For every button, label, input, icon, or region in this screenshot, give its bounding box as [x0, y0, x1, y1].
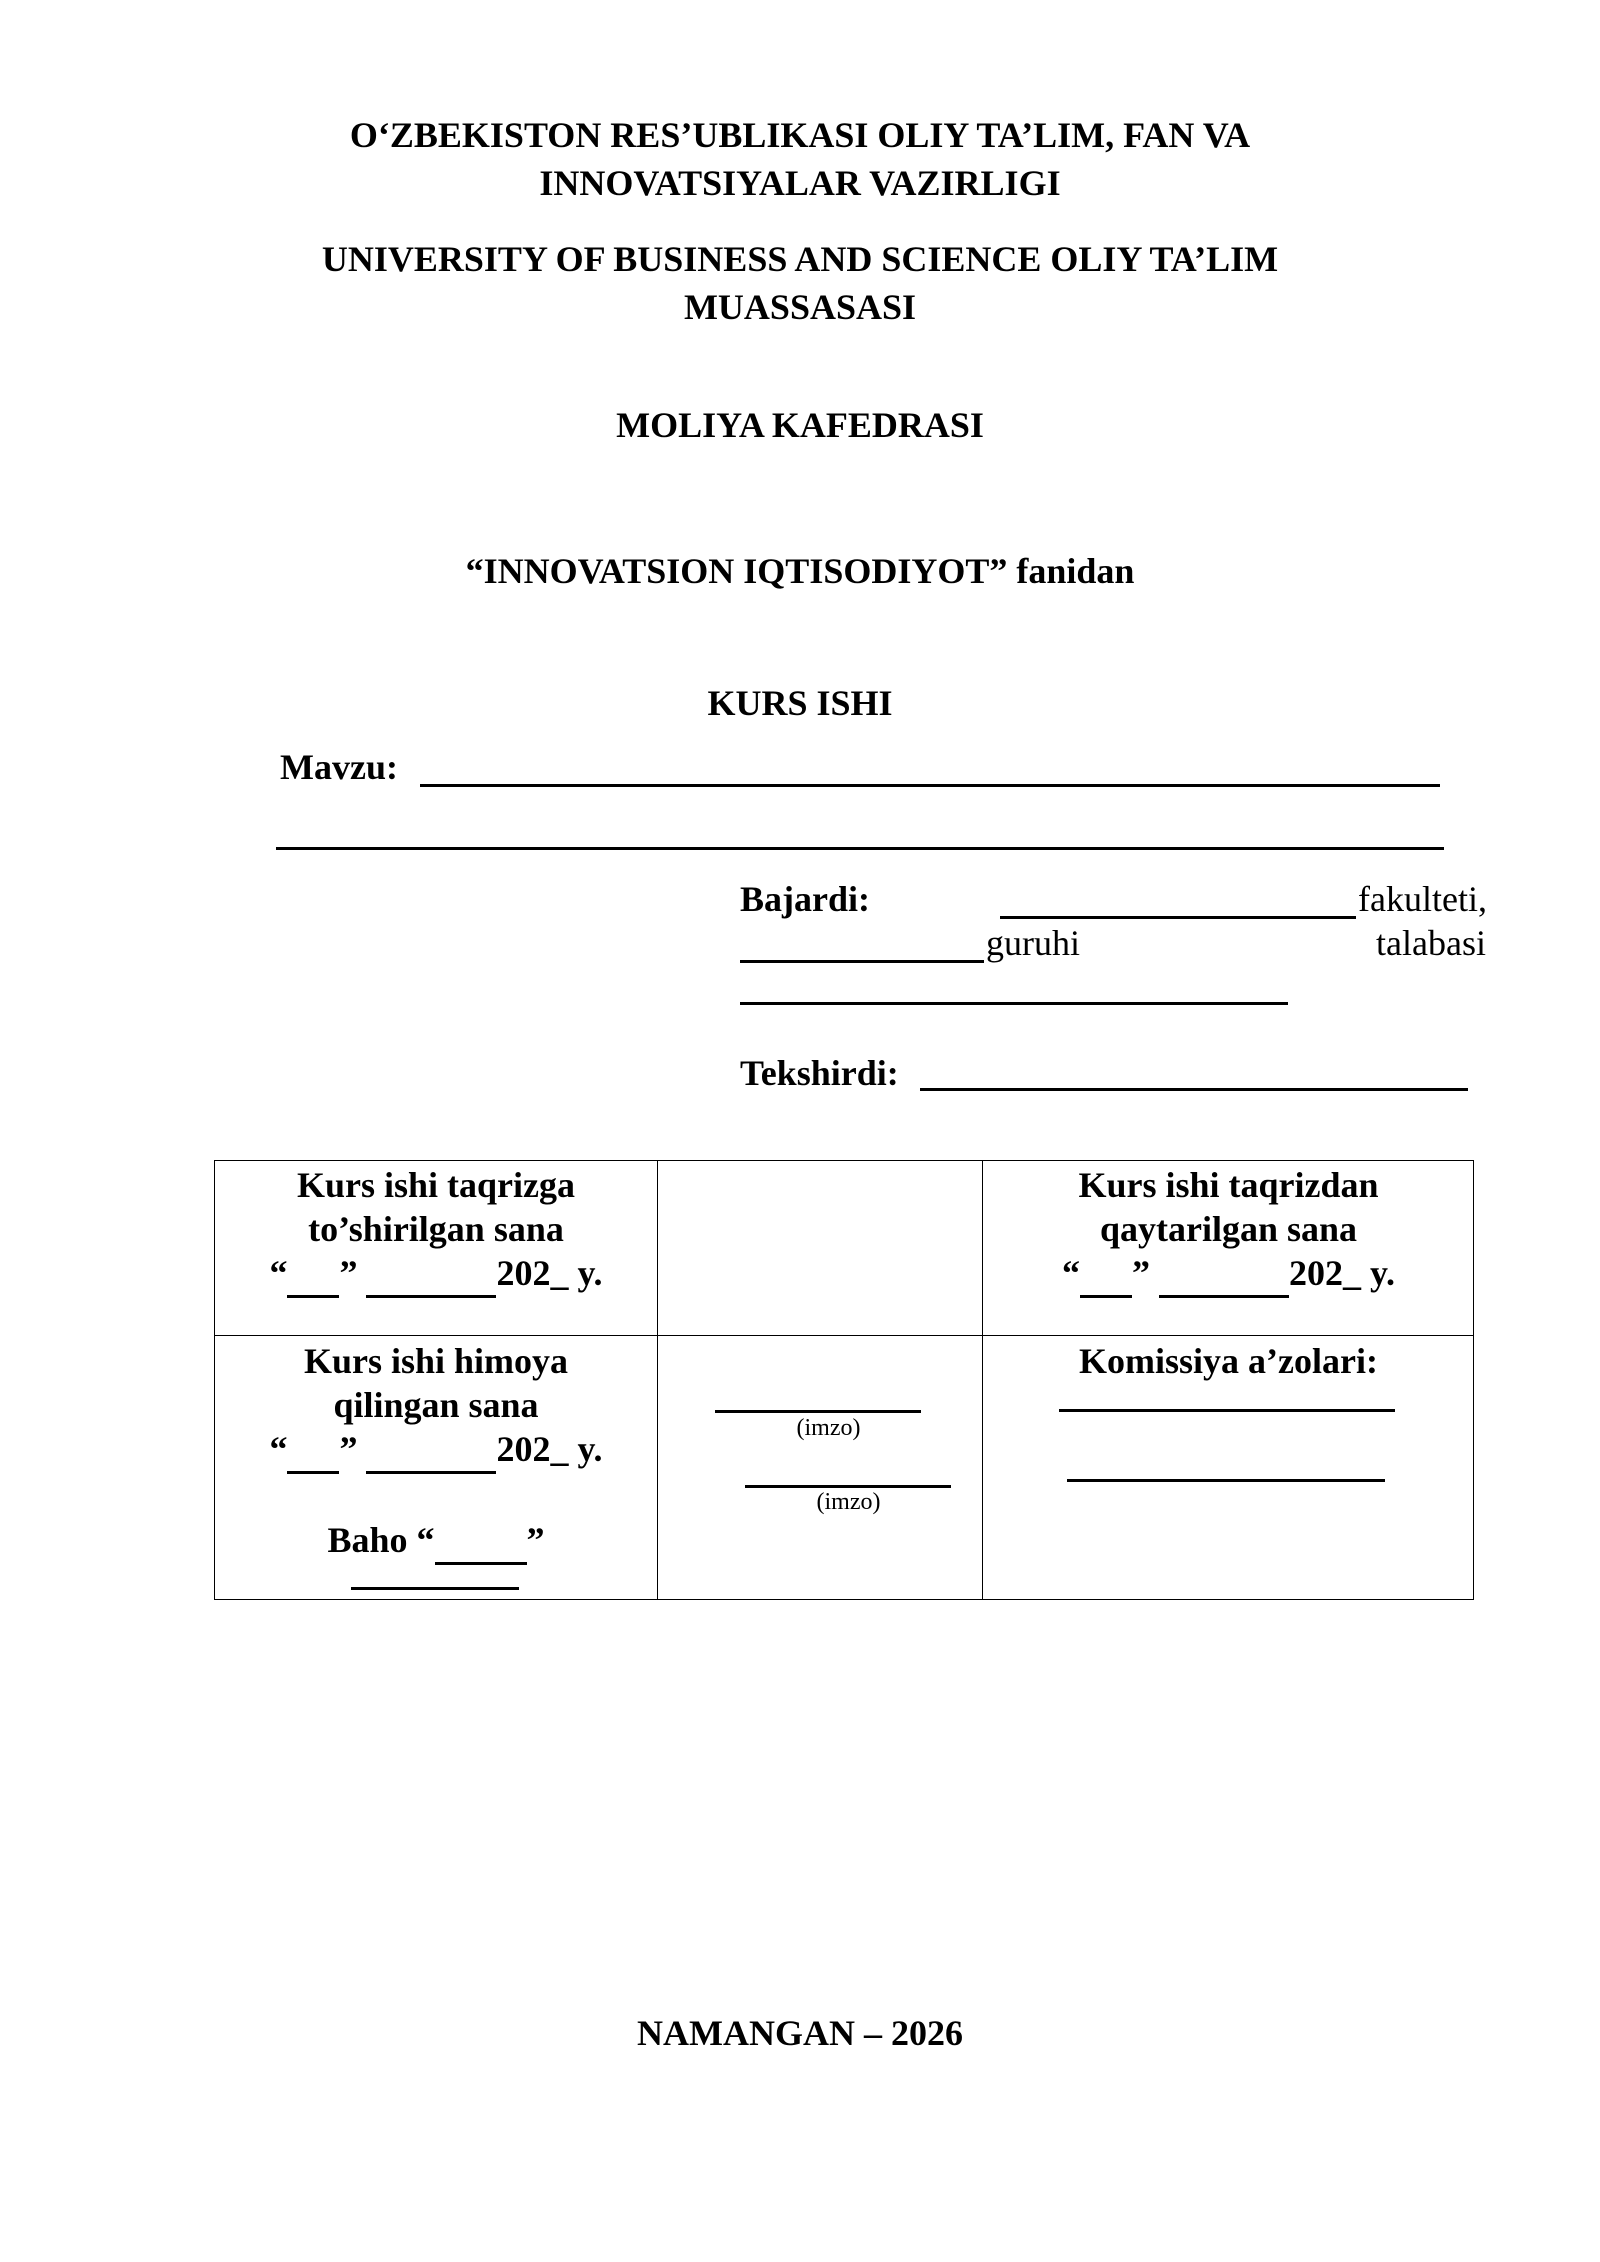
signature-line-2[interactable]	[745, 1485, 951, 1488]
university-line-1: UNIVERSITY OF BUSINESS AND SCIENCE OLIY TA’LIM	[321, 239, 1279, 279]
quote-close: ”	[339, 1429, 358, 1469]
grade-label: Baho “	[327, 1520, 435, 1560]
defense-date-cell	[215, 1339, 657, 1565]
review-table	[214, 1160, 1474, 1600]
signature-line-1[interactable]	[715, 1410, 921, 1413]
month-blank[interactable]	[366, 1251, 496, 1298]
returned-date-cell	[982, 1163, 1475, 1298]
submitted-line-1: Kurs ishi taqrizga	[296, 1165, 575, 1205]
month-blank[interactable]	[1159, 1251, 1289, 1298]
quote-open: “	[1061, 1253, 1080, 1293]
submitted-date-cell	[215, 1163, 657, 1298]
imzo-label-1: (imzo)	[796, 1415, 861, 1441]
commission-line-1[interactable]	[1059, 1409, 1395, 1412]
returned-line-2: qaytarilgan sana	[1099, 1209, 1358, 1249]
quote-open: “	[269, 1253, 288, 1293]
submitted-date[interactable]	[215, 1251, 657, 1298]
table-row-divider	[215, 1335, 1473, 1336]
quote-open: “	[269, 1429, 288, 1469]
grade-close: ”	[526, 1520, 545, 1560]
university-line-2: MUASSASASI	[683, 287, 917, 327]
mavzu-line-2[interactable]	[276, 847, 1444, 850]
quote-close: ”	[1131, 1253, 1150, 1293]
footer-city-year: NAMANGAN – 2026	[637, 2013, 963, 2053]
student-name-line[interactable]	[740, 1002, 1288, 1005]
returned-line-1: Kurs ishi taqrizdan	[1078, 1165, 1379, 1205]
ministry-line-1: O‘ZBEKISTON RES’UBLIKASI OLIY TA’LIM, FAN VA	[349, 115, 1251, 155]
day-blank[interactable]	[287, 1251, 339, 1298]
tekshirdi-label: Tekshirdi:	[740, 1053, 899, 1093]
faculty-line[interactable]	[1000, 916, 1356, 919]
day-blank[interactable]	[1080, 1251, 1132, 1298]
student-text: talabasi	[1376, 923, 1486, 963]
defense-line-1: Kurs ishi himoya	[303, 1341, 569, 1381]
subject-title: “INNOVATSION IQTISODIYOT” fanidan	[465, 551, 1135, 591]
department-title: MOLIYA KAFEDRASI	[616, 405, 984, 445]
document-type: KURS ISHI	[707, 683, 893, 723]
mavzu-label: Mavzu:	[280, 747, 398, 787]
faculty-text: fakulteti,	[1358, 879, 1487, 919]
day-blank[interactable]	[287, 1427, 339, 1474]
grade-row[interactable]	[215, 1518, 657, 1565]
month-blank[interactable]	[366, 1427, 496, 1474]
defense-date[interactable]	[215, 1427, 657, 1474]
ministry-line-2: INNOVATSIYALAR VAZIRLIGI	[539, 163, 1061, 203]
tekshirdi-line[interactable]	[920, 1088, 1468, 1091]
grade-blank[interactable]	[435, 1518, 527, 1565]
group-line[interactable]	[740, 960, 984, 963]
bajardi-label: Bajardi:	[740, 879, 870, 919]
mavzu-line-1[interactable]	[420, 784, 1440, 787]
grade-signature-line[interactable]	[351, 1587, 519, 1590]
submitted-line-2: to’shirilgan sana	[308, 1209, 564, 1249]
defense-line-2: qilingan sana	[333, 1385, 539, 1425]
quote-close: ”	[339, 1253, 358, 1293]
year-text: 202_ y.	[496, 1429, 603, 1469]
group-text: guruhi	[986, 923, 1080, 963]
imzo-label-2: (imzo)	[816, 1489, 881, 1515]
commission-title: Komissiya a’zolari:	[1079, 1341, 1378, 1381]
returned-date[interactable]	[982, 1251, 1475, 1298]
year-text: 202_ y.	[496, 1253, 603, 1293]
year-text: 202_ y.	[1288, 1253, 1395, 1293]
commission-line-2[interactable]	[1067, 1479, 1385, 1482]
table-divider-1	[657, 1161, 658, 1599]
